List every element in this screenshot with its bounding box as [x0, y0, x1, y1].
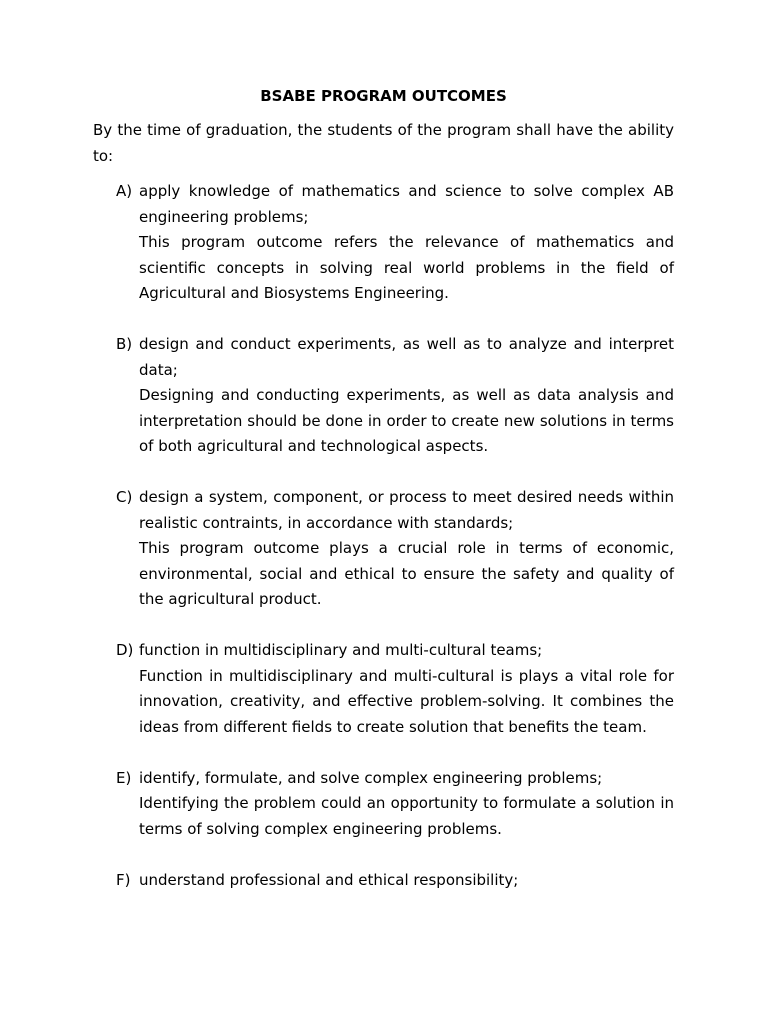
outcome-statement: identify, formulate, and solve complex engineering problems; [139, 768, 603, 787]
outcome-explanation: Function in multidisciplinary and multi-cultural is plays a vital role for innovation, creativity, and effective problem-solving. It combines the ideas from different fields to create solution that benefits the team. [139, 666, 674, 736]
outcome-body [139, 868, 674, 894]
document-title: BSABE PROGRAM OUTCOMES [260, 87, 507, 105]
outcome-statement: understand professional and ethical responsibility; [139, 870, 519, 889]
outcome-explanation: Identifying the problem could an opportunity to formulate a solution in terms of solving complex engineering problems. [139, 794, 674, 838]
outcome-letter: F) [116, 870, 131, 889]
intro-paragraph: By the time of graduation, the students of the program shall have the ability to: [93, 121, 674, 165]
outcome-body [139, 766, 674, 843]
outcome-statement: design a system, component, or process to meet desired needs within realistic contraints, in accordance with standards; [139, 488, 674, 532]
outcome-letter: D) [116, 641, 134, 659]
outcome-body [139, 485, 674, 613]
outcome-letter: E) [116, 768, 132, 787]
outcome-letter: A) [116, 182, 133, 200]
outcome-explanation: This program outcome refers the relevance of mathematics and scientific concepts in solving real world problems in the field of Agricultural and Biosystems Engineering. [139, 233, 674, 302]
outcome-item-f [93, 868, 674, 894]
outcome-explanation: Designing and conducting experiments, as well as data analysis and interpretation should be done in order to create new solutions in terms of both agricultural and technological aspects. [139, 386, 674, 455]
outcome-statement: apply knowledge of mathematics and science to solve complex AB engineering problems; [139, 182, 674, 226]
outcome-item-a [93, 179, 674, 307]
outcome-letter: B) [116, 335, 133, 353]
outcome-body [139, 332, 674, 460]
outcome-letter: C) [116, 488, 133, 506]
outcome-explanation: This program outcome plays a crucial role in terms of economic, environmental, social and ethical to ensure the safety and quality of the agricultural product. [139, 539, 674, 608]
outcome-item-c [93, 485, 674, 613]
outcome-item-b [93, 332, 674, 460]
outcome-statement: design and conduct experiments, as well as to analyze and interpret data; [139, 335, 674, 379]
outcome-body [139, 638, 674, 740]
outcome-item-e [93, 766, 674, 843]
outcome-item-d [93, 638, 674, 740]
outcome-body [139, 179, 674, 307]
outcome-statement: function in multidisciplinary and multi-cultural teams; [139, 641, 543, 659]
